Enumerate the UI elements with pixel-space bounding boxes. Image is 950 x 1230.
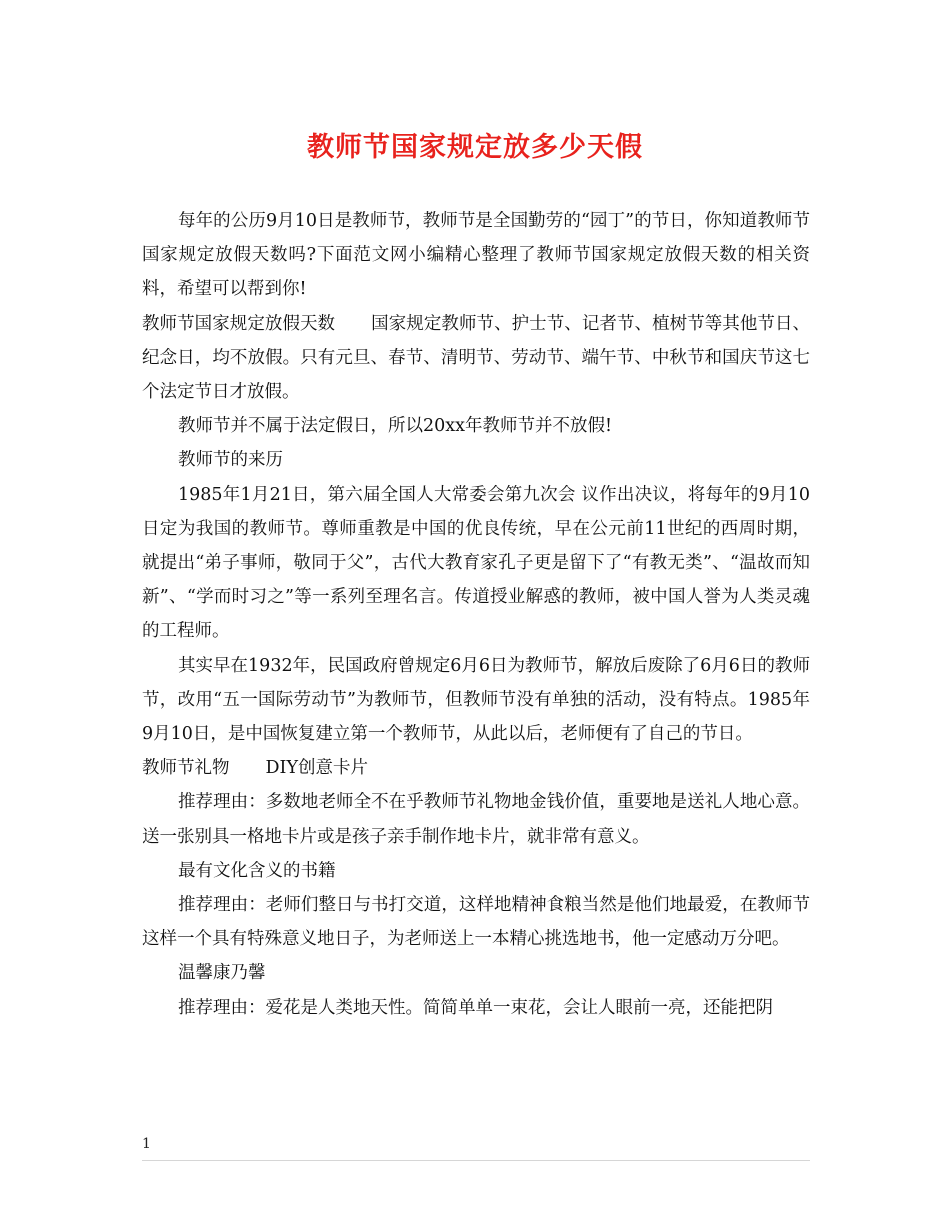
section-heading-holiday-days: 教师节国家规定放假天数 [142, 313, 336, 334]
footer-divider [142, 1160, 810, 1161]
carnation-reason-paragraph: 推荐理由：爱花是人类地天性。简简单单一束花，会让人眼前一亮，还能把阴 [178, 997, 773, 1018]
gift-item-carnation: 温馨康乃馨 [178, 963, 266, 984]
section-heading-gifts: 教师节礼物 [142, 758, 230, 779]
document-body [142, 204, 810, 1025]
history-paragraph: 其实早在1932年，民国政府曾规定6月6日为教师节，解放后废除了6月6日的教师节，改用“五一国际劳动节”为教师节，但教师节没有单独的活动，没有特点。1985年9月10日，是中国恢复建立第一个教师节，从此以后，老师便有了自己的节日。 [142, 655, 810, 745]
intro-paragraph: 每年的公历9月10日是教师节，教师节是全国勤劳的“园丁”的节日，你知道教师节国家规定放假天数吗?下面范文网小编精心整理了教师节国家规定放假天数的相关资料，希望可以帮到你! [142, 211, 810, 300]
holiday-rules-text: 国家规定教师节、护士节、记者节、植树节等其他节日、纪念日，均不放假。只有元旦、春节、清明节、劳动节、端午节、中秋节和国庆节这七个法定节日才放假。 [142, 313, 811, 403]
gift-item-books: 最有文化含义的书籍 [178, 860, 336, 881]
gift-item-diy-card: DIY创意卡片 [265, 758, 368, 779]
origin-paragraph: 1985年1月21日，第六届全国人大常委会第九次会 议作出决议，将每年的9月10日定为我国的教师节。尊师重教是中国的优良传统，早在公元前11世纪的西周时期，就提出“弟子事师，敬同于父”，古代大教育家孔子更是留下了“有教无类”、“温故而知新”、“学而时习之”等一系列至理名言。传道授业解惑的教师，被中国人誉为人类灵魂的工程师。 [142, 484, 810, 642]
section-heading-origin: 教师节的来历 [178, 450, 283, 471]
holiday-paragraph [142, 307, 810, 410]
card-reason-paragraph: 推荐理由：多数地老师全不在乎教师节礼物地金钱价值，重要地是送礼人地心意。送一张别具一格地卡片或是孩子亲手制作地卡片，就非常有意义。 [142, 792, 810, 847]
no-holiday-paragraph: 教师节并不属于法定假日，所以20xx年教师节并不放假! [178, 416, 613, 437]
books-reason-paragraph: 推荐理由：老师们整日与书打交道，这样地精神食粮当然是他们地最爱，在教师节这样一个具有特殊意义地日子，为老师送上一本精心挑选地书，他一定感动万分吧。 [142, 895, 810, 950]
gift-heading-line [142, 751, 810, 785]
document-title: 教师节国家规定放多少天假 [307, 132, 643, 163]
page-number: 1 [142, 1136, 151, 1152]
